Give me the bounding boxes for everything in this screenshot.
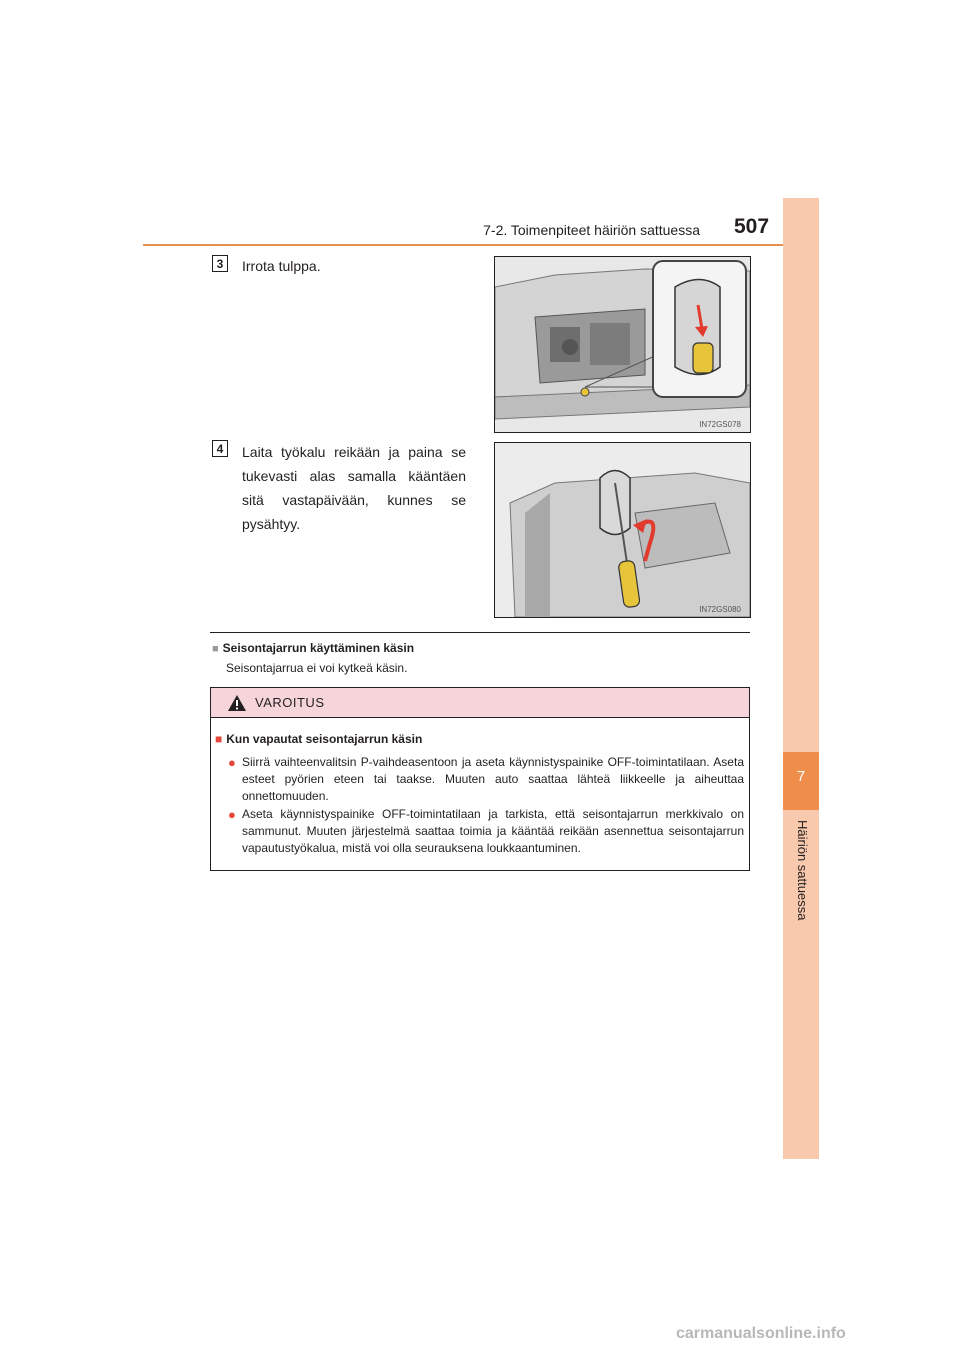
bullet-dot-icon: ● (228, 755, 236, 770)
figure-turn-tool (494, 442, 751, 618)
step-number-4: 4 (212, 440, 228, 457)
warning-title: VAROITUS (255, 695, 325, 710)
chapter-section-title: 7-2. Toimenpiteet häiriön sattuessa (483, 222, 700, 238)
warning-bullet: ● Siirrä vaihteenvalitsin P-vaihdeasentoon ja aseta käynnistyspainike OFF-toimintatilaan. Aseta esteet pyörien eteen tai taakse. Muuten auto saattaa lähteä liikkeelle ja aiheuttaa onnettomuuden. (228, 755, 744, 803)
figure-code: IN72GS078 (699, 420, 741, 429)
chapter-side-strip (783, 198, 819, 1159)
section-rule (210, 632, 750, 633)
screwdriver-illustration (495, 443, 750, 617)
chapter-tab-number: 7 (796, 768, 806, 785)
warning-subheading: ■ Kun vapautat seisontajarrun käsin (215, 732, 423, 746)
warning-header (211, 688, 749, 718)
chapter-tab-label: Häiriön sattuessa (795, 820, 810, 921)
step-4-text: Laita työkalu reikään ja paina se tukevasti alas samalla kääntäen sitä vastapäivään, kunnes se pysähtyy. (242, 444, 466, 532)
step-3-text: Irrota tulppa. (242, 258, 321, 274)
trunk-plug-illustration (495, 257, 750, 432)
watermark: carmanualsonline.info (676, 1325, 846, 1342)
note-body: Seisontajarrua ei voi kytkeä käsin. (226, 661, 408, 675)
bullet-dot-icon: ● (228, 807, 236, 822)
header-rule (143, 244, 791, 246)
warning-box (210, 687, 750, 871)
square-bullet-icon: ■ (215, 732, 223, 746)
warning-triangle-icon (227, 694, 247, 712)
figure-code: IN72GS080 (699, 605, 741, 614)
step-number-3: 3 (212, 255, 228, 272)
note-heading: ■ Seisontajarrun käyttäminen käsin (212, 641, 415, 655)
square-bullet-icon: ■ (212, 643, 219, 655)
warning-bullet: ● Aseta käynnistyspainike OFF-toimintatilaan ja tarkista, että seisontajarrun merkkivalo on sammunut. Muuten järjestelmä saattaa toimia ja kääntää reikään asennettua seisontajarrun vapautustyökalua, mistä voi olla seurauksena loukkaantuminen. (228, 807, 744, 855)
figure-remove-plug (494, 256, 751, 433)
page-number: 507 (734, 215, 770, 238)
